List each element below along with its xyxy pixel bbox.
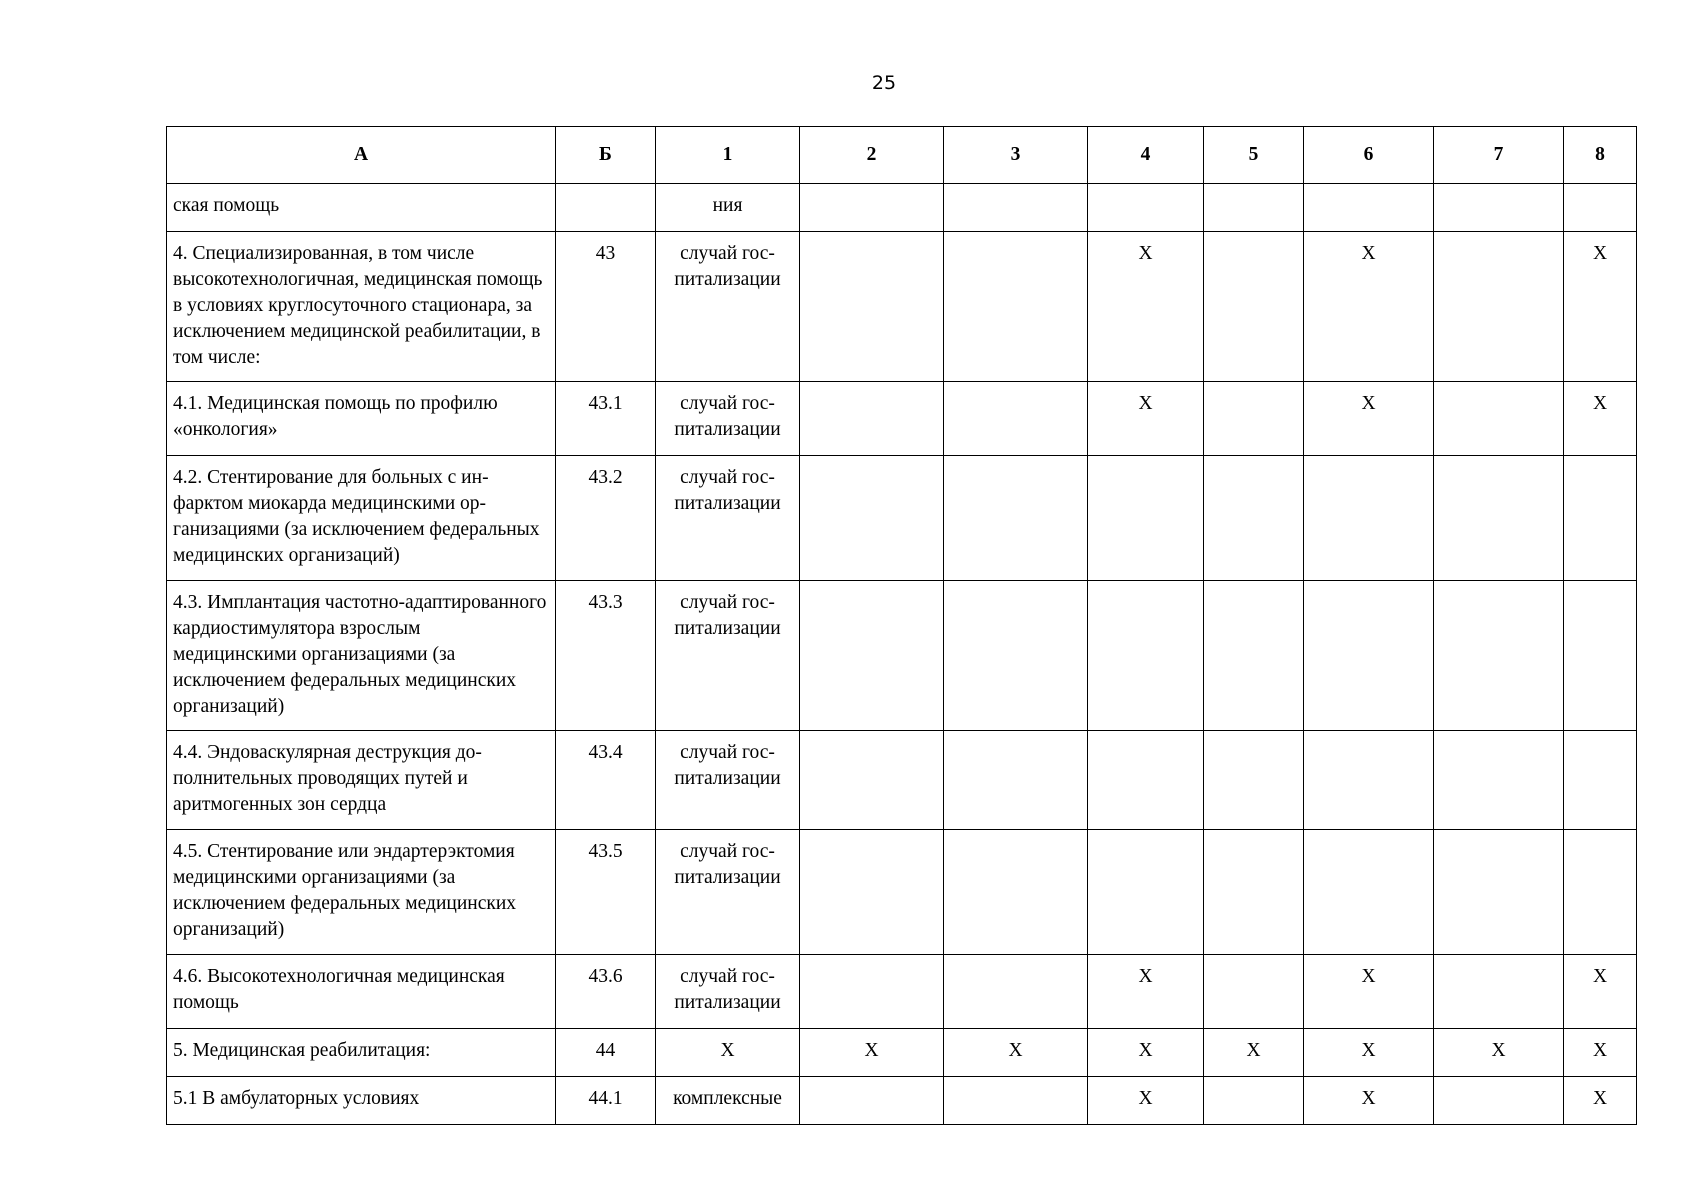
table-body <box>167 184 1637 1125</box>
column-header-5: 5 <box>1204 127 1304 184</box>
row-code: 43.4 <box>556 731 656 830</box>
cell-col-8 <box>1564 731 1637 830</box>
cell-col-3 <box>944 232 1088 382</box>
table-row <box>167 1077 1637 1125</box>
cell-col-5 <box>1204 1077 1304 1125</box>
row-unit <box>656 232 800 382</box>
row-unit <box>656 1077 800 1125</box>
row-name: 4.3. Имплантация частотно-адаптированного кардиостимулятора взрослым медицинскими организациями (за исключением федеральных медицинских организаций) <box>167 581 556 731</box>
cell-col-7 <box>1434 382 1564 456</box>
cell-col-4 <box>1088 456 1204 581</box>
cell-col-5 <box>1204 731 1304 830</box>
row-unit <box>656 456 800 581</box>
row-name: 5.1 В амбулаторных условиях <box>167 1077 556 1125</box>
row-name: 4. Специализированная, в том числе высокотехнологичная, медицинская помощь в условиях круглосуточного стационара, за исключением медицинской реабилитации, в том числе: <box>167 232 556 382</box>
cell-col-6: Х <box>1304 1077 1434 1125</box>
header-row <box>167 127 1637 184</box>
cell-col-3 <box>944 456 1088 581</box>
cell-col-6 <box>1304 184 1434 232</box>
cell-col-6 <box>1304 731 1434 830</box>
cell-col-2 <box>800 184 944 232</box>
row-unit <box>656 581 800 731</box>
cell-col-6 <box>1304 830 1434 955</box>
column-header-3: 3 <box>944 127 1088 184</box>
row-unit <box>656 184 800 232</box>
cell-col-4 <box>1088 581 1204 731</box>
row-name: ская помощь <box>167 184 556 232</box>
column-header-8: 8 <box>1564 127 1637 184</box>
cell-col-8 <box>1564 581 1637 731</box>
row-unit-line: случай гос- <box>680 592 775 613</box>
row-unit <box>656 830 800 955</box>
cell-col-2 <box>800 955 944 1029</box>
cell-col-2 <box>800 1077 944 1125</box>
row-unit <box>656 1029 800 1077</box>
cell-col-4: Х <box>1088 232 1204 382</box>
cell-col-8: Х <box>1564 955 1637 1029</box>
cell-col-5 <box>1204 830 1304 955</box>
row-unit-line: питализации <box>674 867 781 888</box>
row-unit-line: случай гос- <box>680 742 775 763</box>
row-unit-line: питализации <box>674 493 781 514</box>
cell-col-4: Х <box>1088 1029 1204 1077</box>
row-unit-line: питализации <box>674 419 781 440</box>
cell-col-8: Х <box>1564 1029 1637 1077</box>
row-code: 44 <box>556 1029 656 1077</box>
cell-col-8 <box>1564 184 1637 232</box>
cell-col-2: Х <box>800 1029 944 1077</box>
cell-col-7 <box>1434 232 1564 382</box>
cell-col-8: Х <box>1564 382 1637 456</box>
row-unit <box>656 731 800 830</box>
row-name: 4.4. Эндоваскулярная деструкция дополнительных проводящих путей и аритмогенных зон сердца <box>167 731 556 830</box>
row-unit-line: комплексные <box>673 1088 782 1109</box>
cell-col-5 <box>1204 382 1304 456</box>
cell-col-4: Х <box>1088 955 1204 1029</box>
table-row <box>167 731 1637 830</box>
table-row <box>167 955 1637 1029</box>
cell-col-4 <box>1088 184 1204 232</box>
row-code: 43.5 <box>556 830 656 955</box>
row-unit-line: случай гос- <box>680 966 775 987</box>
cell-col-2 <box>800 456 944 581</box>
cell-col-5 <box>1204 581 1304 731</box>
cell-col-3 <box>944 955 1088 1029</box>
cell-col-8: Х <box>1564 232 1637 382</box>
cell-col-6: Х <box>1304 382 1434 456</box>
table-row <box>167 830 1637 955</box>
cell-col-7 <box>1434 456 1564 581</box>
cell-col-3 <box>944 731 1088 830</box>
cell-col-7 <box>1434 955 1564 1029</box>
cell-col-5: Х <box>1204 1029 1304 1077</box>
row-unit-line: ния <box>712 195 743 216</box>
cell-col-3 <box>944 830 1088 955</box>
table-row <box>167 1029 1637 1077</box>
row-unit-line: случай гос- <box>680 467 775 488</box>
cell-col-3 <box>944 382 1088 456</box>
row-code: 43.6 <box>556 955 656 1029</box>
cell-col-3 <box>944 1077 1088 1125</box>
row-unit-line: питализации <box>674 768 781 789</box>
cell-col-7 <box>1434 1077 1564 1125</box>
cell-col-8 <box>1564 456 1637 581</box>
row-unit-line: случай гос- <box>680 393 775 414</box>
cell-col-4 <box>1088 830 1204 955</box>
data-table <box>166 126 1637 1125</box>
cell-col-4: Х <box>1088 1077 1204 1125</box>
cell-col-5 <box>1204 456 1304 581</box>
cell-col-8: Х <box>1564 1077 1637 1125</box>
table-row <box>167 581 1637 731</box>
cell-col-3: Х <box>944 1029 1088 1077</box>
row-code: 43.3 <box>556 581 656 731</box>
cell-col-2 <box>800 382 944 456</box>
row-name: 5. Медицинская реабилитация: <box>167 1029 556 1077</box>
cell-col-5 <box>1204 232 1304 382</box>
cell-col-2 <box>800 581 944 731</box>
cell-col-6: Х <box>1304 955 1434 1029</box>
cell-col-7 <box>1434 581 1564 731</box>
cell-col-3 <box>944 184 1088 232</box>
row-unit <box>656 955 800 1029</box>
row-code: 43 <box>556 232 656 382</box>
column-header-2: 2 <box>800 127 944 184</box>
cell-col-7 <box>1434 184 1564 232</box>
cell-col-2 <box>800 830 944 955</box>
cell-col-5 <box>1204 955 1304 1029</box>
row-name: 4.1. Медицинская помощь по профилю «онкология» <box>167 382 556 456</box>
column-header-1: 1 <box>656 127 800 184</box>
cell-col-6 <box>1304 456 1434 581</box>
column-header-a: А <box>167 127 556 184</box>
row-unit-line: питализации <box>674 618 781 639</box>
row-name: 4.6. Высокотехнологичная медицинская помощь <box>167 955 556 1029</box>
cell-col-3 <box>944 581 1088 731</box>
cell-col-6: Х <box>1304 232 1434 382</box>
cell-col-7 <box>1434 731 1564 830</box>
row-code: 43.2 <box>556 456 656 581</box>
table-row <box>167 456 1637 581</box>
page-number: 25 <box>871 72 897 94</box>
cell-col-6 <box>1304 581 1434 731</box>
cell-col-6: Х <box>1304 1029 1434 1077</box>
cell-col-2 <box>800 232 944 382</box>
row-unit-line: питализации <box>674 269 781 290</box>
cell-col-5 <box>1204 184 1304 232</box>
table-row <box>167 232 1637 382</box>
table-row <box>167 382 1637 456</box>
row-unit-line: случай гос- <box>680 841 775 862</box>
cell-col-4 <box>1088 731 1204 830</box>
row-unit <box>656 382 800 456</box>
row-name: 4.2. Стентирование для больных с инфарктом миокарда медицинскими организациями (за исключением федеральных медицинских организаций) <box>167 456 556 581</box>
column-header-b: Б <box>556 127 656 184</box>
cell-col-7 <box>1434 830 1564 955</box>
row-unit-line: случай гос- <box>680 243 775 264</box>
column-header-7: 7 <box>1434 127 1564 184</box>
row-code: 44.1 <box>556 1077 656 1125</box>
row-unit-line: Х <box>720 1040 735 1061</box>
row-unit-line: питализации <box>674 992 781 1013</box>
row-code: 43.1 <box>556 382 656 456</box>
row-code <box>556 184 656 232</box>
column-header-4: 4 <box>1088 127 1204 184</box>
cell-col-7: Х <box>1434 1029 1564 1077</box>
table-row <box>167 184 1637 232</box>
column-header-6: 6 <box>1304 127 1434 184</box>
cell-col-2 <box>800 731 944 830</box>
cell-col-4: Х <box>1088 382 1204 456</box>
cell-col-8 <box>1564 830 1637 955</box>
row-name: 4.5. Стентирование или эндартерэктомия медицинскими организациями (за исключением федеральных медицинских организаций) <box>167 830 556 955</box>
